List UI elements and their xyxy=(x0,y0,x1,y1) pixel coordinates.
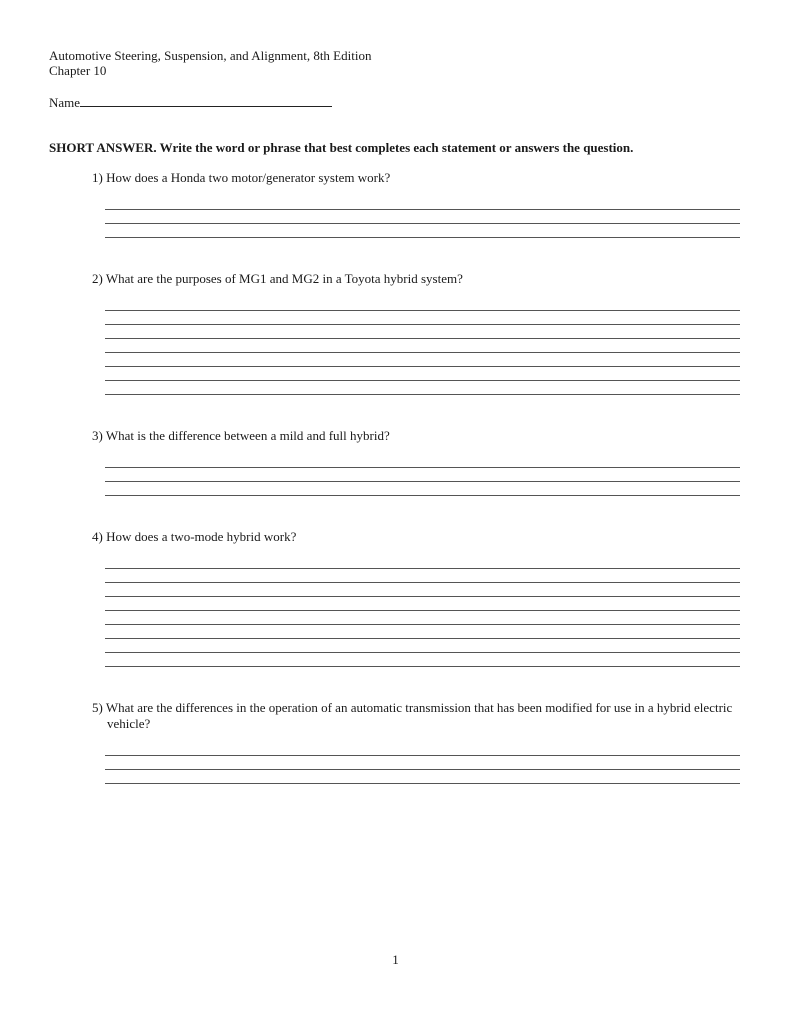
question-label: How does a two-mode hybrid work? xyxy=(106,529,297,544)
question-text xyxy=(92,170,742,186)
answer-lines xyxy=(105,555,740,667)
question-number: 2) xyxy=(92,271,106,286)
book-title: Automotive Steering, Suspension, and Alignment, 8th Edition xyxy=(49,48,372,63)
answer-line xyxy=(105,625,740,639)
answer-line xyxy=(105,381,740,395)
answer-line xyxy=(105,653,740,667)
answer-line xyxy=(105,367,740,381)
answer-lines xyxy=(105,454,740,496)
answer-lines xyxy=(105,297,740,395)
question-number: 5) xyxy=(92,700,106,715)
question-text xyxy=(92,529,742,545)
answer-line xyxy=(105,196,740,210)
question-label: What are the purposes of MG1 and MG2 in a Toyota hybrid system? xyxy=(105,271,463,286)
question-block xyxy=(92,700,742,784)
name-label: Name xyxy=(49,95,81,110)
question-label: What are the differences in the operation of an automatic transmission that has been modified for use in a hybrid electric vehicle? xyxy=(105,700,733,731)
answer-line xyxy=(105,468,740,482)
question-text xyxy=(92,271,742,287)
answer-line xyxy=(105,325,740,339)
answer-lines xyxy=(105,196,740,238)
question-number: 1) xyxy=(92,170,107,185)
answer-line xyxy=(105,339,740,353)
question-number: 3) xyxy=(92,428,106,443)
question-block xyxy=(92,428,742,496)
question-block xyxy=(92,529,742,667)
answer-line xyxy=(105,742,740,756)
name-blank-line xyxy=(80,92,332,107)
question-block xyxy=(92,271,742,395)
answer-line xyxy=(105,611,740,625)
name-row xyxy=(49,92,742,112)
question-label: How does a Honda two motor/generator system work? xyxy=(106,170,391,185)
answer-line xyxy=(105,210,740,224)
answer-line xyxy=(105,583,740,597)
question-number: 4) xyxy=(92,529,107,544)
question-label: What is the difference between a mild and full hybrid? xyxy=(105,428,390,443)
answer-lines xyxy=(105,742,740,784)
answer-line xyxy=(105,597,740,611)
question-text xyxy=(92,428,742,444)
answer-line xyxy=(105,224,740,238)
answer-line xyxy=(105,311,740,325)
questions-section xyxy=(49,170,742,784)
answer-line xyxy=(105,770,740,784)
answer-line xyxy=(105,454,740,468)
chapter-label: Chapter 10 xyxy=(49,63,107,78)
answer-line xyxy=(105,482,740,496)
answer-line xyxy=(105,756,740,770)
answer-line xyxy=(105,639,740,653)
answer-line xyxy=(105,569,740,583)
section-instructions: SHORT ANSWER. Write the word or phrase that best completes each statement or answers the question. xyxy=(49,140,634,155)
question-text xyxy=(92,700,742,732)
question-block xyxy=(92,170,742,238)
answer-line xyxy=(105,297,740,311)
answer-line xyxy=(105,353,740,367)
page-number: 1 xyxy=(392,952,399,967)
answer-line xyxy=(105,555,740,569)
